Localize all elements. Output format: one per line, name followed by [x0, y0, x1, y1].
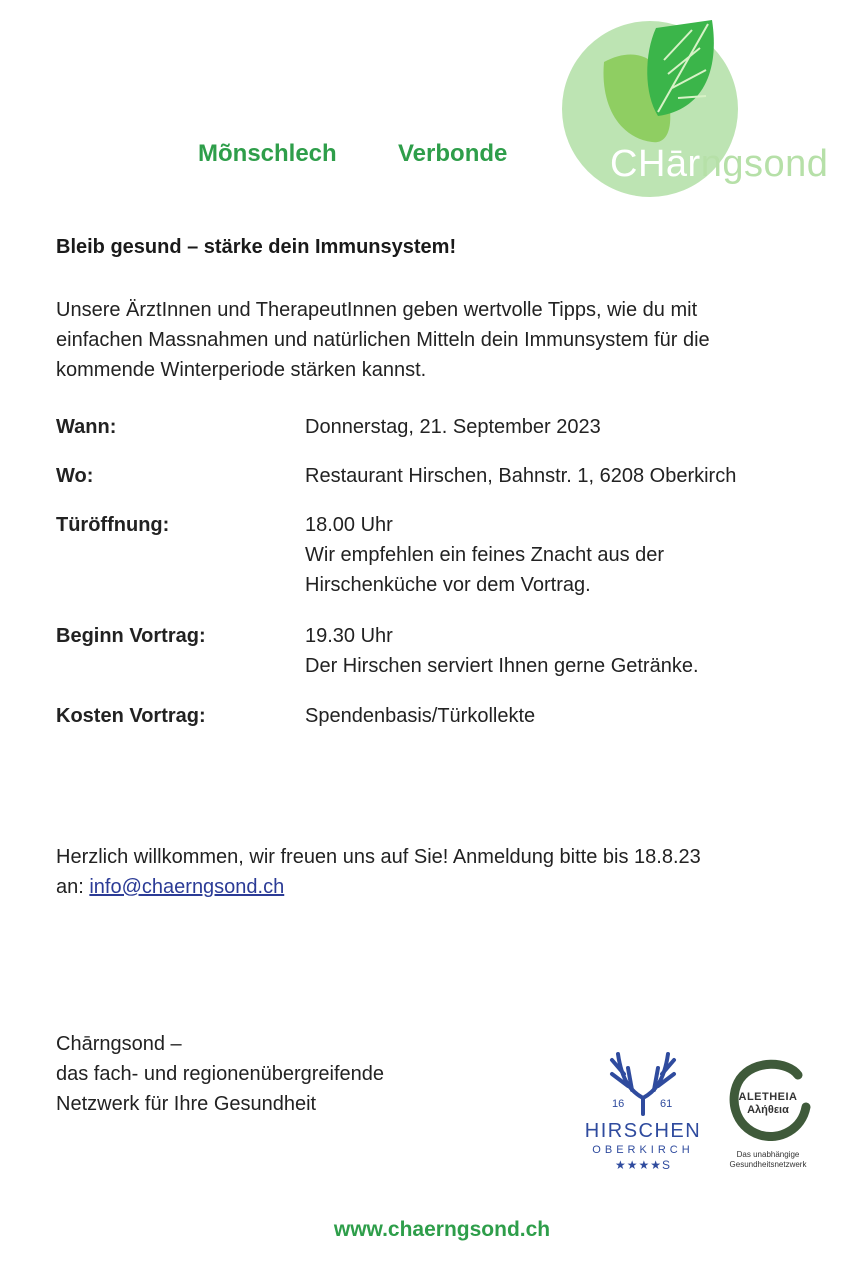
hirschen-stars: ★★★★S — [614, 1158, 672, 1172]
hirschen-logo — [578, 1048, 708, 1178]
detail-label: Türöffnung: — [56, 514, 170, 536]
detail-label: Wann: — [56, 416, 117, 438]
tagline-right: Verbonde — [398, 140, 508, 167]
detail-cost — [56, 701, 816, 731]
detail-label: Kosten Vortrag: — [56, 705, 206, 727]
intro-line: Unsere ÄrztInnen und TherapeutInnen geben wertvolle Tipps, wie du mit — [56, 299, 698, 321]
detail-value-line: Donnerstag, 21. September 2023 — [305, 416, 601, 438]
email-link[interactable]: info@chaerngsond.ch — [89, 876, 285, 898]
email-prefix: an: — [56, 876, 90, 898]
aletheia-caption-line: Gesundheitsnetzwerk — [729, 1160, 807, 1169]
intro-paragraph — [56, 295, 836, 385]
hirschen-town: OBERKIRCH — [592, 1144, 694, 1156]
aletheia-caption — [714, 1150, 822, 1170]
detail-value — [305, 701, 825, 731]
logo-wordmark — [610, 143, 828, 186]
detail-value — [305, 621, 825, 681]
welcome-text — [56, 842, 846, 902]
hirschen-year-a: 16 — [612, 1098, 625, 1110]
page-title: Bleib gesund – stärke dein Immunsystem! — [56, 236, 457, 258]
detail-value-line: 18.00 Uhr — [305, 514, 393, 536]
intro-line: einfachen Massnahmen und natürlichen Mitteln dein Immunsystem für die — [56, 329, 710, 351]
logo-wordmark-b: ngsond — [700, 143, 829, 185]
detail-value-line: Der Hirschen serviert Ihnen gerne Getränke. — [305, 655, 699, 677]
detail-when — [56, 412, 816, 442]
detail-label: Wo: — [56, 465, 94, 487]
detail-start — [56, 621, 816, 681]
hirschen-name: HIRSCHEN — [584, 1120, 702, 1142]
detail-value — [305, 461, 825, 491]
hirschen-year-b: 61 — [660, 1098, 673, 1110]
logo-wordmark-a: CHār — [610, 143, 701, 185]
detail-value-line: Hirschenküche vor dem Vortrag. — [305, 574, 591, 596]
detail-value-line: Restaurant Hirschen, Bahnstr. 1, 6208 Oberkirch — [305, 465, 737, 487]
detail-value — [305, 510, 825, 600]
detail-doors — [56, 510, 816, 600]
website-link[interactable]: www.chaerngsond.ch — [333, 1218, 551, 1241]
detail-label: Beginn Vortrag: — [56, 625, 206, 647]
intro-line: kommende Winterperiode stärken kannst. — [56, 359, 427, 381]
footer-line: Netzwerk für Ihre Gesundheit — [56, 1093, 317, 1115]
detail-value-line: Wir empfehlen ein feines Znacht aus der — [305, 544, 665, 566]
aletheia-title: ALETHEIA — [738, 1091, 798, 1103]
detail-value-line: Spendenbasis/Türkollekte — [305, 705, 536, 727]
aletheia-caption-line: Das unabhängige — [736, 1150, 800, 1159]
tagline-left: Mõnschlech — [198, 140, 337, 167]
footer-line: Chārngsond – — [56, 1033, 182, 1055]
aletheia-logo — [720, 1055, 816, 1175]
footer-tagline — [56, 1029, 384, 1119]
welcome-line: Herzlich willkommen, wir freuen uns auf Sie! Anmeldung bitte bis 18.8.23 — [56, 846, 701, 868]
aletheia-greek: Αλήθεια — [747, 1104, 789, 1116]
footer-line: das fach- und regionenübergreifende — [56, 1063, 385, 1085]
detail-value — [305, 412, 825, 442]
welcome-line-2 — [56, 872, 846, 902]
detail-value-line: 19.30 Uhr — [305, 625, 393, 647]
detail-where — [56, 461, 816, 491]
